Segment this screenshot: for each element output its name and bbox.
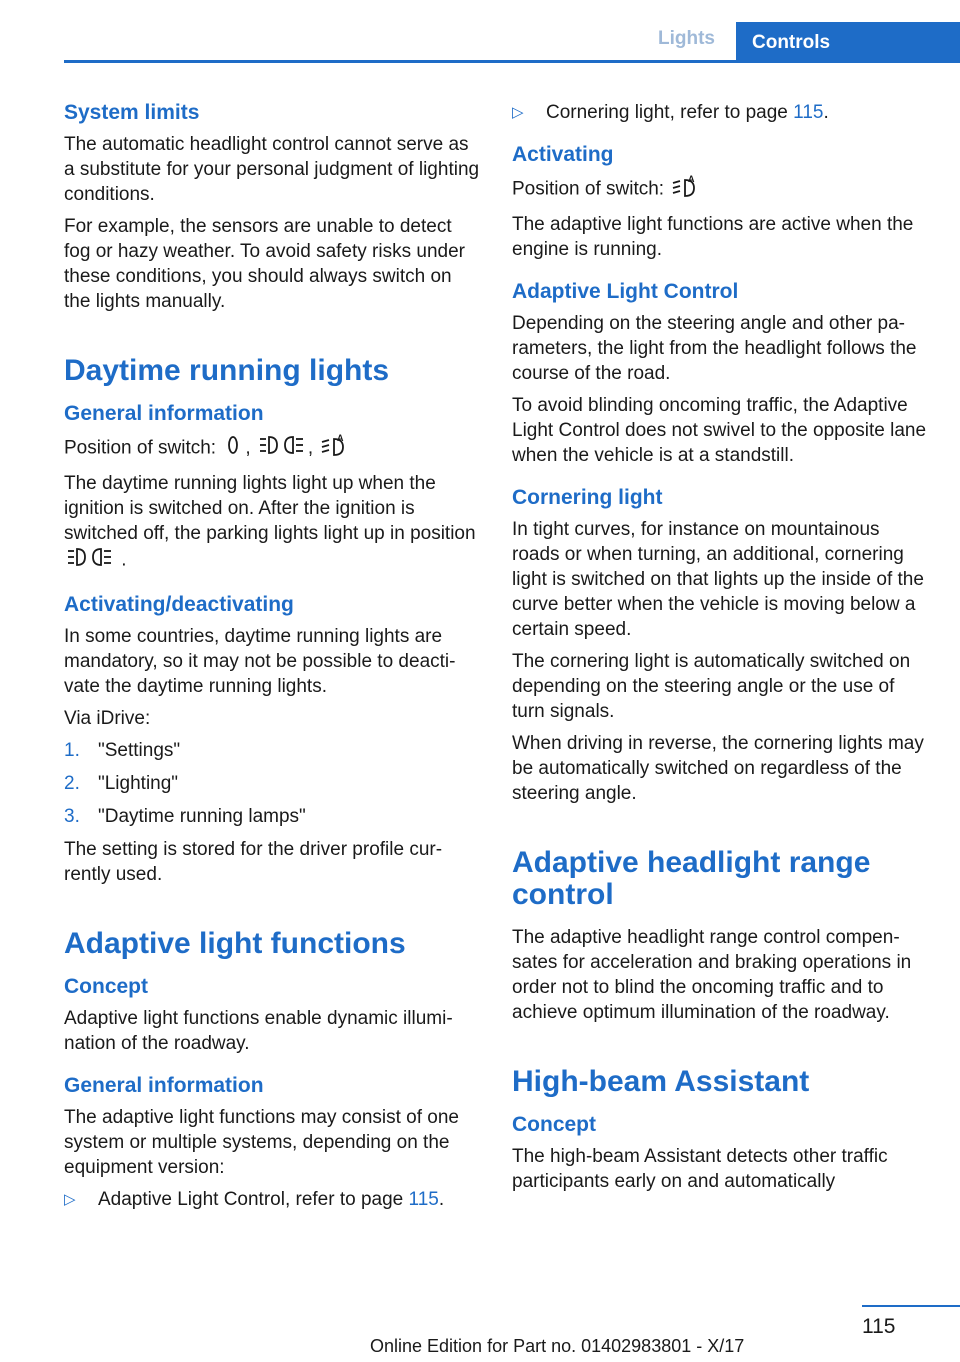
daytime-p1 xyxy=(64,471,482,575)
activating-position-label: Position of switch: xyxy=(512,178,665,200)
list-item xyxy=(64,771,482,796)
page-link-115[interactable]: 115 xyxy=(793,102,824,123)
activating-switch-position xyxy=(512,174,930,205)
left-column xyxy=(64,100,482,1219)
activating-heading: Activating xyxy=(512,143,614,166)
activating-deactivating-heading: Activating/deactivating xyxy=(64,593,294,616)
hba-concept-heading: Concept xyxy=(512,1113,596,1136)
daytime-p1-text: The daytime running lights light up when the ignition is switched on. After the ignition is switched off, the parking lights light up in position xyxy=(64,473,476,544)
cornering-p1: In tight curves, for instance on mountainous roads or when turning, an additional, cornering light is switched on that lights up the inside of the curve better when the vehicle is moving below a certain speed. xyxy=(512,519,924,640)
range-control-heading: Adaptive headlight range control xyxy=(512,846,871,911)
adaptive-functions-heading: Adaptive light functions xyxy=(64,927,406,960)
bullet-triangle-icon: ▷ xyxy=(512,104,524,121)
step-number: 2. xyxy=(64,773,80,794)
svg-text:A: A xyxy=(337,433,344,443)
driver-profile-p: The setting is stored for the driver profile currently used. xyxy=(64,839,443,885)
bullet2-text: Cornering light, refer to page xyxy=(546,102,788,123)
system-limits-p1: The automatic headlight control cannot serve as a substitute for your personal judgment of lighting conditions. xyxy=(64,134,480,205)
header-chapter-controls: Controls xyxy=(736,22,960,60)
cornering-p3: When driving in reverse, the cornering lights may be automatically switched on regardless of the steering angle. xyxy=(512,733,924,804)
light-switch-off-icon xyxy=(224,434,242,463)
adaptive-concept-heading: Concept xyxy=(64,975,148,998)
list-item xyxy=(64,1187,482,1212)
list-item xyxy=(64,804,482,829)
svg-text:A: A xyxy=(688,174,695,184)
parking-lights-icon xyxy=(259,434,305,463)
header-section-lights: Lights xyxy=(658,28,715,49)
adaptive-systems-list-cont xyxy=(512,100,930,125)
adaptive-general-text: The adaptive light functions may consist of one system or multiple systems, depending on the equipment version: xyxy=(64,1107,460,1178)
activating-deactivating-p: In some countries, daytime running lights are mandatory, so it may not be possible to deactivate the daytime running lights. xyxy=(64,626,456,697)
step-number: 3. xyxy=(64,806,80,827)
footer-edition: Online Edition for Part no. 01402983801 - X/17 xyxy=(370,1336,745,1356)
activating-text: The adaptive light functions are active when the engine is running. xyxy=(512,214,914,260)
bullet-triangle-icon: ▷ xyxy=(64,1191,76,1208)
alc-p1: Depending on the steering angle and other parameters, the light from the headlight follows the course of the road. xyxy=(512,313,917,384)
daytime-position-label: Position of switch: xyxy=(64,437,217,459)
range-control-text: The adaptive headlight range control compensates for acceleration and braking operations in order not to blind the oncoming traffic and to achieve optimum illumination of the roadway. xyxy=(512,927,912,1023)
bullet2-end: . xyxy=(823,102,829,123)
daytime-switch-position xyxy=(64,433,482,464)
via-idrive: Via iDrive: xyxy=(64,708,151,729)
alc-p2: To avoid blinding oncoming traffic, the Adaptive Light Control does not swivel to the opposite lane when the vehicle is at a standstill. xyxy=(512,395,927,466)
automatic-headlight-icon xyxy=(672,174,698,205)
header-rule xyxy=(64,60,960,63)
daytime-heading: Daytime running lights xyxy=(64,354,390,387)
hba-text: The high-beam Assistant detects other traffic participants early on and automatically xyxy=(512,1146,888,1192)
step-text: "Lighting" xyxy=(98,773,179,794)
separator: , xyxy=(245,437,251,459)
step-text: "Settings" xyxy=(98,740,181,761)
page-link-115[interactable]: 115 xyxy=(408,1189,439,1210)
right-column xyxy=(512,100,930,1201)
daytime-general-heading: General information xyxy=(64,402,264,425)
alc-heading: Adaptive Light Control xyxy=(512,280,739,303)
bullet-text xyxy=(546,100,829,125)
list-item xyxy=(512,100,930,125)
adaptive-general-heading: General information xyxy=(64,1074,264,1097)
daytime-p1-end: . xyxy=(121,549,127,571)
bullet-text xyxy=(98,1187,444,1212)
system-limits-heading: System limits xyxy=(64,101,200,124)
page-number: 115 xyxy=(862,1315,896,1338)
step-number: 1. xyxy=(64,740,80,761)
bullet1-end: . xyxy=(438,1189,445,1210)
cornering-p2: The cornering light is automatically switched on depending on the steering angle or the use of turn signals. xyxy=(512,651,911,722)
adaptive-systems-list xyxy=(64,1187,482,1212)
idrive-steps xyxy=(64,738,482,829)
list-item xyxy=(64,738,482,763)
bullet1-text: Adaptive Light Control, refer to page xyxy=(98,1189,404,1210)
adaptive-concept-text: Adaptive light functions enable dynamic illumination of the roadway. xyxy=(64,1008,453,1054)
parking-lights-icon xyxy=(67,546,113,575)
automatic-headlight-icon xyxy=(321,433,347,464)
system-limits-p2: For example, the sensors are unable to detect fog or hazy weather. To avoid safety risks under these conditions, you should always switch on the lights manually. xyxy=(64,216,465,312)
separator: , xyxy=(307,437,314,459)
footer-rule xyxy=(862,1305,960,1307)
hba-heading: High-beam Assistant xyxy=(512,1065,810,1098)
step-text: "Daytime running lamps" xyxy=(98,806,306,827)
cornering-heading: Cornering light xyxy=(512,486,663,509)
